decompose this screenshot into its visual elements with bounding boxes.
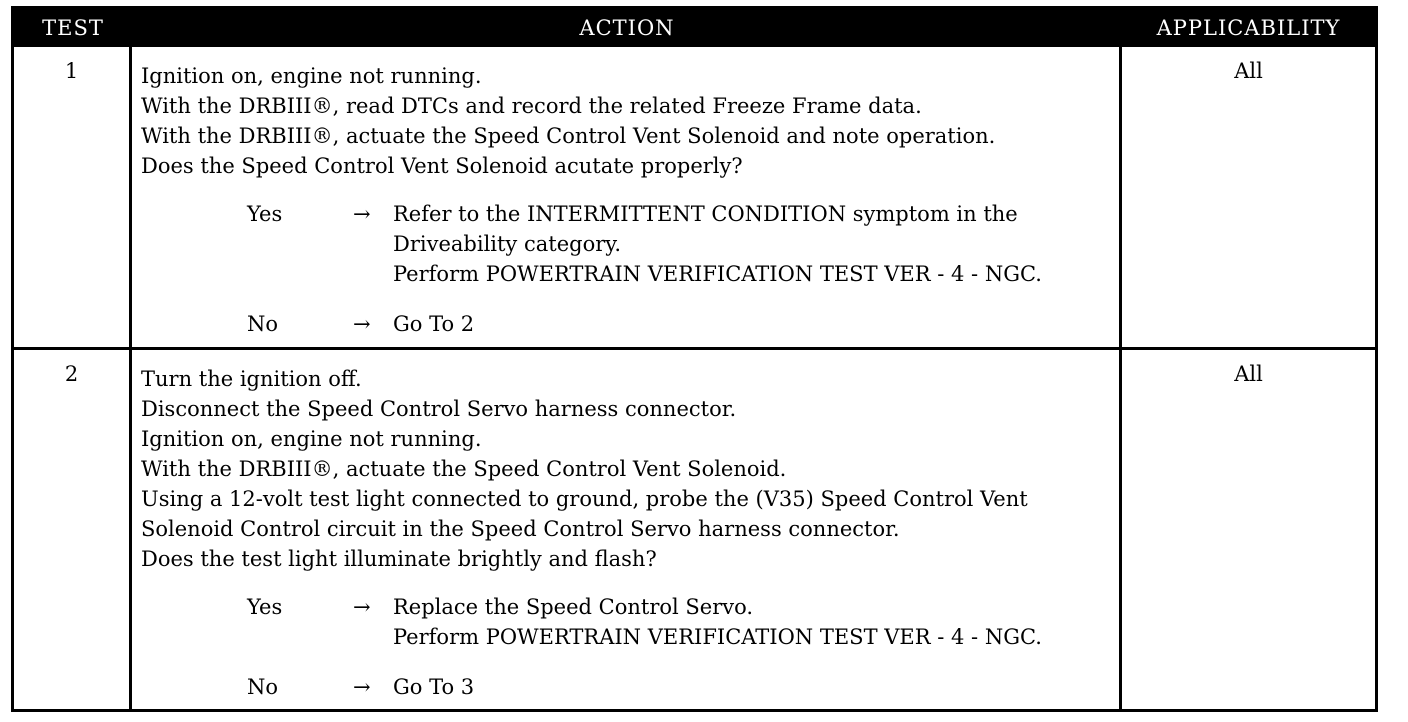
table-row-test-1 — [14, 47, 1375, 347]
no-label: No — [247, 312, 279, 336]
action-cell — [141, 364, 1113, 702]
action-line: With the DRBIII®, read DTCs and record the related Freeze Frame data. — [141, 94, 922, 118]
test-number: 1 — [64, 59, 79, 83]
action-line: With the DRBIII®, actuate the Speed Control Vent Solenoid. — [141, 457, 787, 481]
arrow-right-icon: → — [353, 202, 371, 226]
yes-result-line: Perform POWERTRAIN VERIFICATION TEST VER - 4 - NGC. — [393, 262, 1042, 286]
action-line: Solenoid Control circuit in the Speed Control Servo harness connector. — [141, 517, 900, 541]
yes-answer — [141, 199, 1113, 289]
header-test: TEST — [42, 16, 104, 40]
yes-result — [393, 199, 1113, 289]
yes-label: Yes — [247, 202, 283, 226]
action-line: Ignition on, engine not running. — [141, 427, 482, 451]
applicability-value: All — [1234, 362, 1263, 386]
answer-options — [141, 592, 1113, 702]
action-line: Does the test light illuminate brightly and flash? — [141, 547, 657, 571]
diagnostic-test-table — [11, 6, 1378, 712]
yes-result-line: Refer to the INTERMITTENT CONDITION symptom in the — [393, 202, 1018, 226]
header-applicability: APPLICABILITY — [1156, 16, 1341, 40]
arrow-right-icon: → — [353, 675, 371, 699]
action-line: Using a 12-volt test light connected to ground, probe the (V35) Speed Control Vent — [141, 487, 1028, 511]
applicability-value: All — [1234, 59, 1263, 83]
no-result: Go To 2 — [393, 312, 475, 336]
yes-result-line: Replace the Speed Control Servo. — [393, 595, 754, 619]
table-header-row — [14, 9, 1375, 47]
yes-answer — [141, 592, 1113, 652]
yes-result-line: Perform POWERTRAIN VERIFICATION TEST VER - 4 - NGC. — [393, 625, 1042, 649]
no-label: No — [247, 675, 279, 699]
yes-result-line: Driveability category. — [393, 232, 621, 256]
arrow-right-icon: → — [353, 312, 371, 336]
test-number: 2 — [64, 362, 79, 386]
table-row-test-2 — [14, 350, 1375, 709]
no-answer — [141, 309, 1113, 339]
action-line: Ignition on, engine not running. — [141, 64, 482, 88]
arrow-right-icon: → — [353, 595, 371, 619]
action-cell — [141, 61, 1113, 339]
yes-label: Yes — [247, 595, 283, 619]
action-line: Disconnect the Speed Control Servo harness connector. — [141, 397, 737, 421]
no-answer — [141, 672, 1113, 702]
yes-result — [393, 592, 1113, 652]
answer-options — [141, 199, 1113, 339]
no-result: Go To 3 — [393, 675, 475, 699]
action-line: With the DRBIII®, actuate the Speed Control Vent Solenoid and note operation. — [141, 124, 996, 148]
action-line: Does the Speed Control Vent Solenoid acutate properly? — [141, 154, 743, 178]
header-action: ACTION — [579, 16, 675, 40]
action-line: Turn the ignition off. — [141, 367, 362, 391]
